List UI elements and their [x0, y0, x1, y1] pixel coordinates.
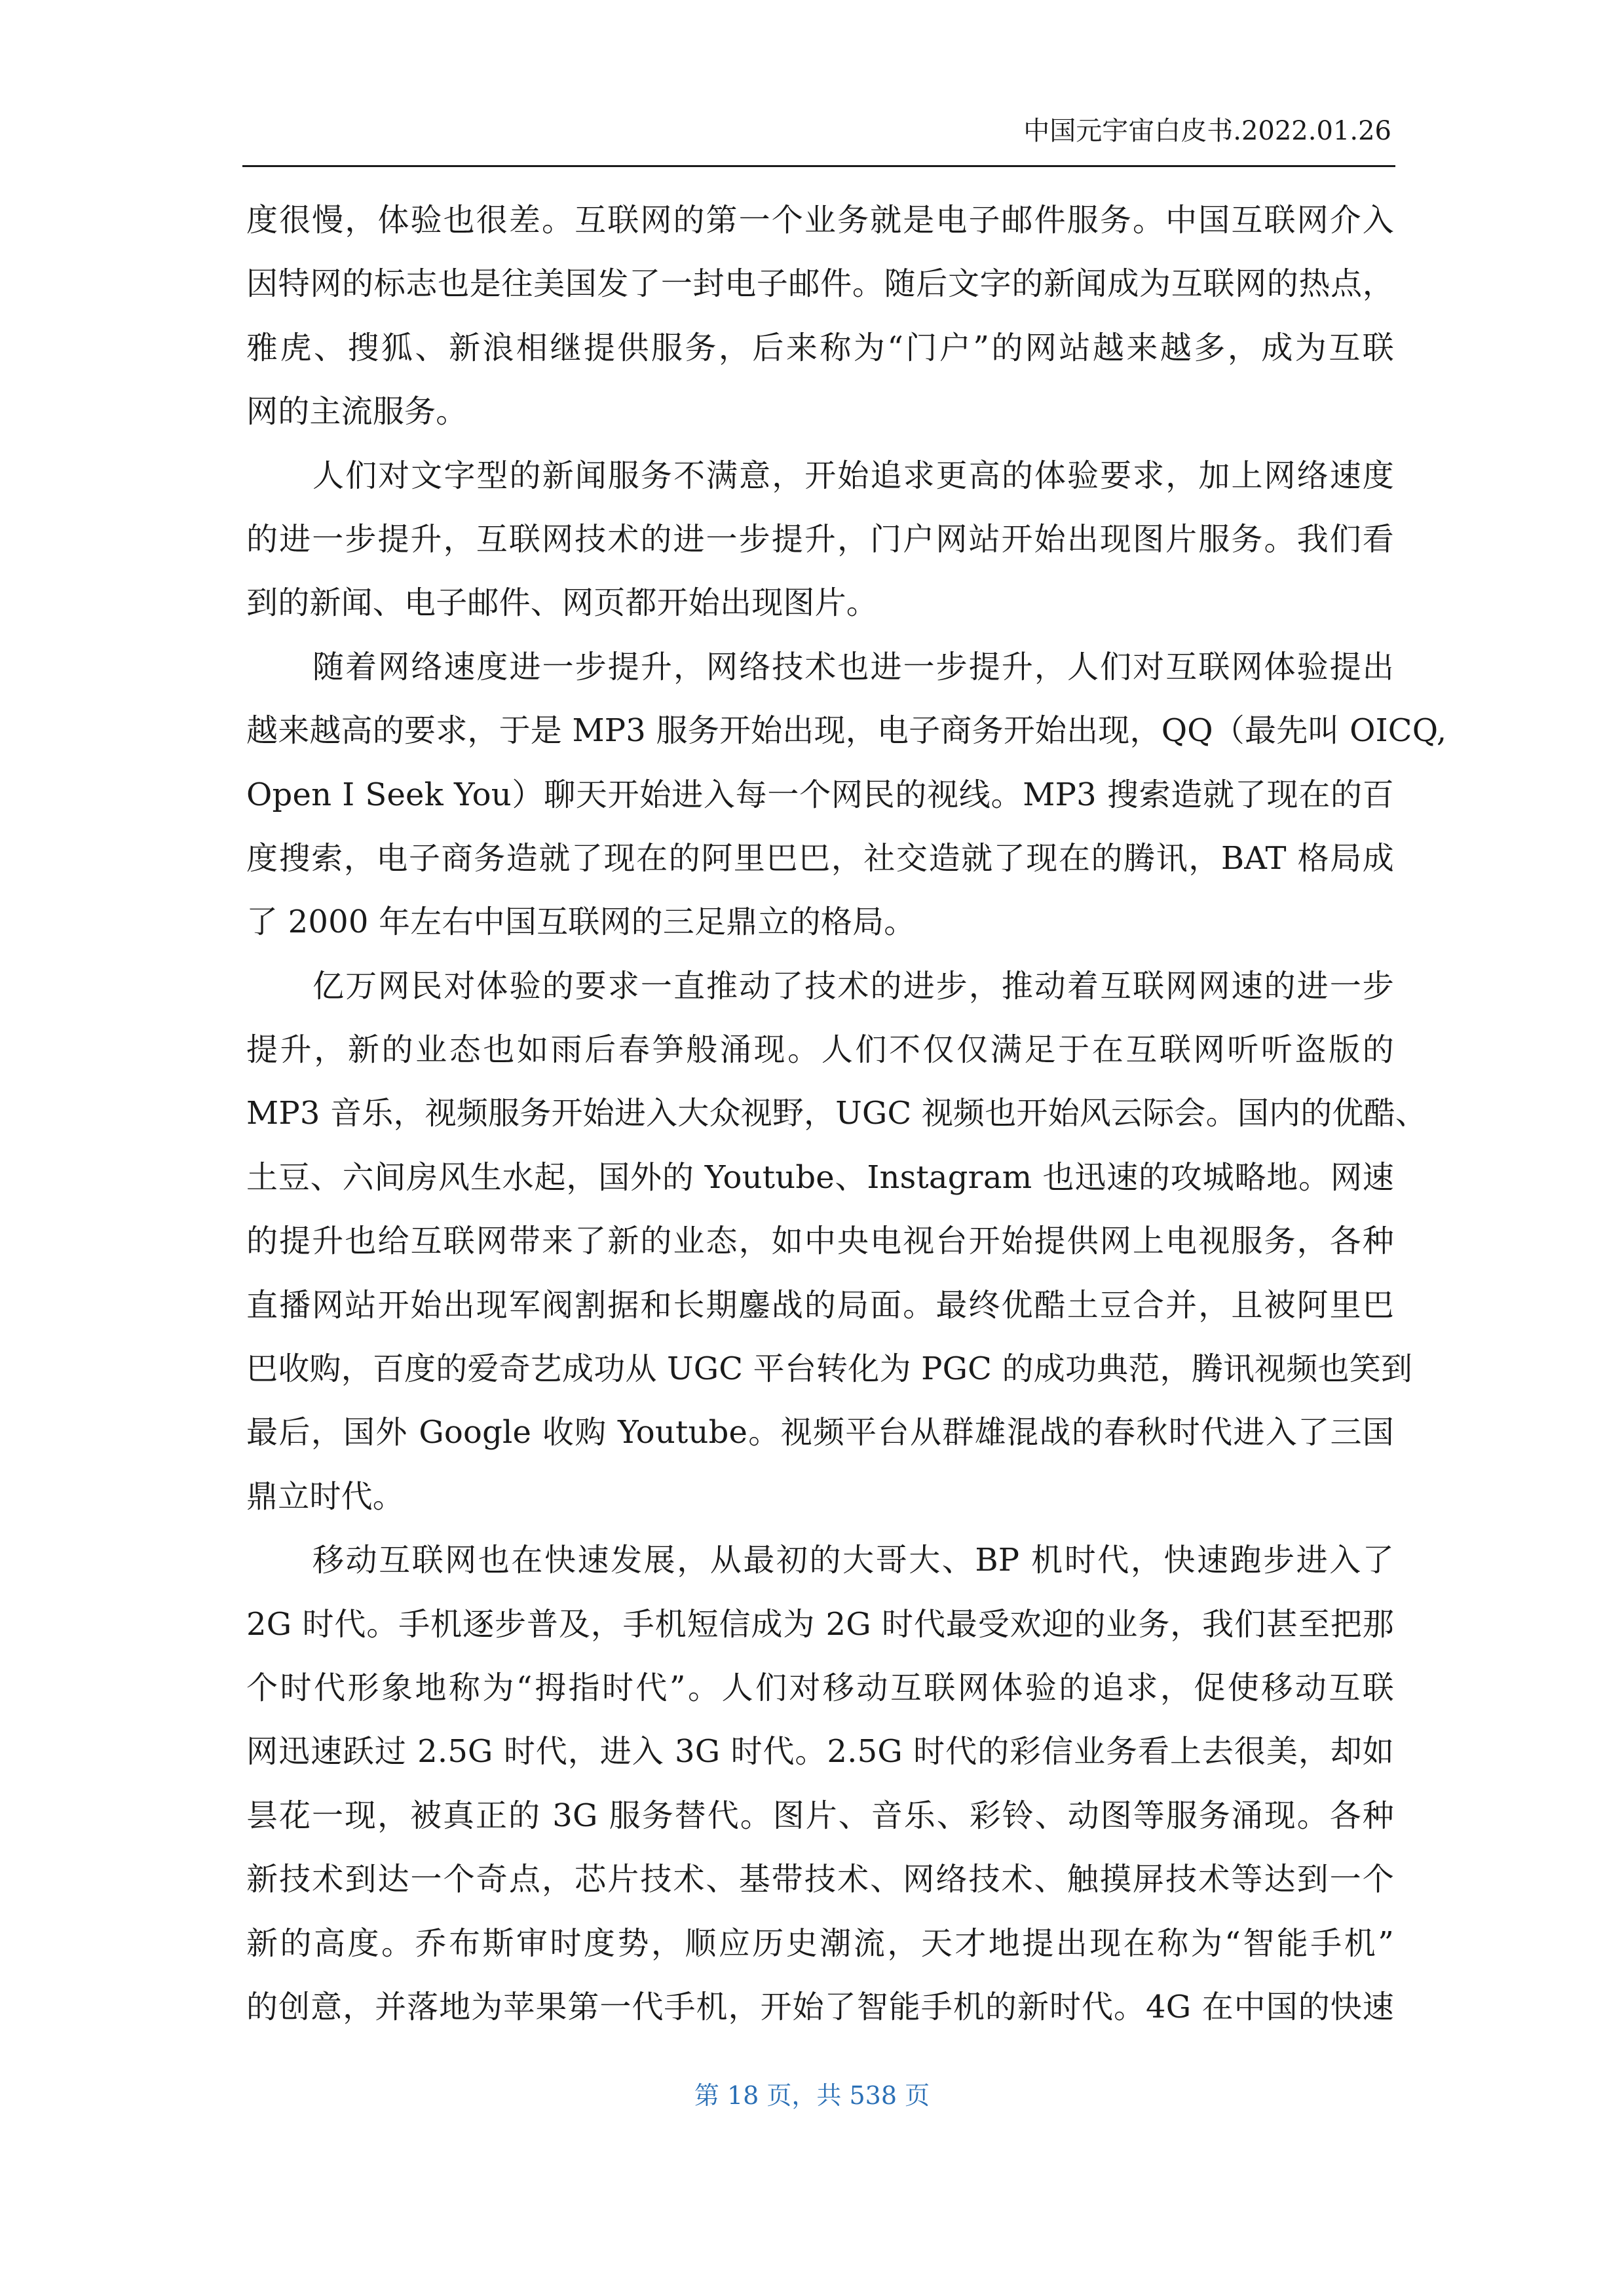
- text-line: 因特网的标志也是往美国发了一封电子邮件。随后文字的新闻成为互联网的热点，: [246, 265, 1394, 303]
- text-line: 的进一步提升，互联网技术的进一步提升，门户网站开始出现图片服务。我们看: [246, 520, 1394, 558]
- text-line: 人们对文字型的新闻服务不满意，开始追求更高的体验要求，加上网络速度: [312, 457, 1394, 494]
- running-header: 中国元宇宙白皮书.2022.01.26: [1023, 116, 1391, 146]
- text-line: 度搜索，电子商务造就了现在的阿里巴巴，社交造就了现在的腾讯，BAT 格局成: [246, 839, 1394, 877]
- text-line: 最后，国外 Google 收购 Youtube。视频平台从群雄混战的春秋时代进入了三国: [246, 1414, 1394, 1451]
- text-line: 度很慢，体验也很差。互联网的第一个业务就是电子邮件服务。中国互联网介入: [246, 202, 1394, 239]
- page-footer: 第 18 页，共 538 页: [694, 2081, 930, 2110]
- text-line: 的创意，并落地为苹果第一代手机，开始了智能手机的新时代。4G 在中国的快速: [246, 1988, 1394, 2025]
- text-line: 2G 时代。手机逐步普及，手机短信成为 2G 时代最受欢迎的业务，我们甚至把那: [246, 1605, 1394, 1643]
- text-line: MP3 音乐，视频服务开始进入大众视野，UGC 视频也开始风云际会。国内的优酷、: [246, 1095, 1427, 1132]
- text-line: 新技术到达一个奇点，芯片技术、基带技术、网络技术、触摸屏技术等达到一个: [246, 1861, 1394, 1898]
- text-line: 新的高度。乔布斯审时度势，顺应历史潮流，天才地提出现在称为“智能手机”: [246, 1924, 1394, 1962]
- text-line: 的提升也给互联网带来了新的业态，如中央电视台开始提供网上电视服务，各种: [246, 1223, 1394, 1260]
- text-line: 到的新闻、电子邮件、网页都开始出现图片。: [246, 584, 878, 622]
- text-line: 越来越高的要求，于是 MP3 服务开始出现，电子商务开始出现，QQ（最先叫 OICQ,: [246, 712, 1447, 750]
- text-line: 网的主流服务。: [246, 393, 468, 430]
- text-line: 土豆、六间房风生水起，国外的 Youtube、Instagram 也迅速的攻城略地。网速: [246, 1158, 1394, 1196]
- text-line: 了 2000 年左右中国互联网的三足鼎立的格局。: [246, 904, 916, 941]
- text-line: Open I Seek You）聊天开始进入每一个网民的视线。MP3 搜索造就了现在的百: [246, 776, 1394, 813]
- text-line: 鼎立时代。: [246, 1478, 405, 1515]
- text-line: 随着网络速度进一步提升，网络技术也进一步提升，人们对互联网体验提出: [312, 648, 1394, 685]
- text-line: 雅虎、搜狐、新浪相继提供服务，后来称为“门户”的网站越来越多，成为互联: [246, 329, 1394, 366]
- text-line: 移动互联网也在快速发展，从最初的大哥大、BP 机时代，快速跑步进入了: [312, 1542, 1394, 1579]
- text-line: 提升，新的业态也如雨后春笋般涌现。人们不仅仅满足于在互联网听听盗版的: [246, 1031, 1394, 1069]
- text-line: 直播网站开始出现军阀割据和长期鏖战的局面。最终优酷土豆合并，且被阿里巴: [246, 1286, 1394, 1324]
- text-line: 亿万网民对体验的要求一直推动了技术的进步，推动着互联网网速的进一步: [312, 967, 1394, 1004]
- text-line: 巴收购，百度的爱奇艺成功从 UGC 平台转化为 PGC 的成功典范，腾讯视频也笑到: [246, 1350, 1413, 1388]
- text-line: 个时代形象地称为“拇指时代”。人们对移动互联网体验的追求，促使移动互联: [246, 1669, 1394, 1706]
- body-text: [246, 189, 1447, 2039]
- text-line: 网迅速跃过 2.5G 时代，进入 3G 时代。2.5G 时代的彩信业务看上去很美，却如: [246, 1733, 1394, 1770]
- text-line: 昙花一现，被真正的 3G 服务替代。图片、音乐、彩铃、动图等服务涌现。各种: [246, 1797, 1394, 1834]
- header-rule: [242, 165, 1395, 167]
